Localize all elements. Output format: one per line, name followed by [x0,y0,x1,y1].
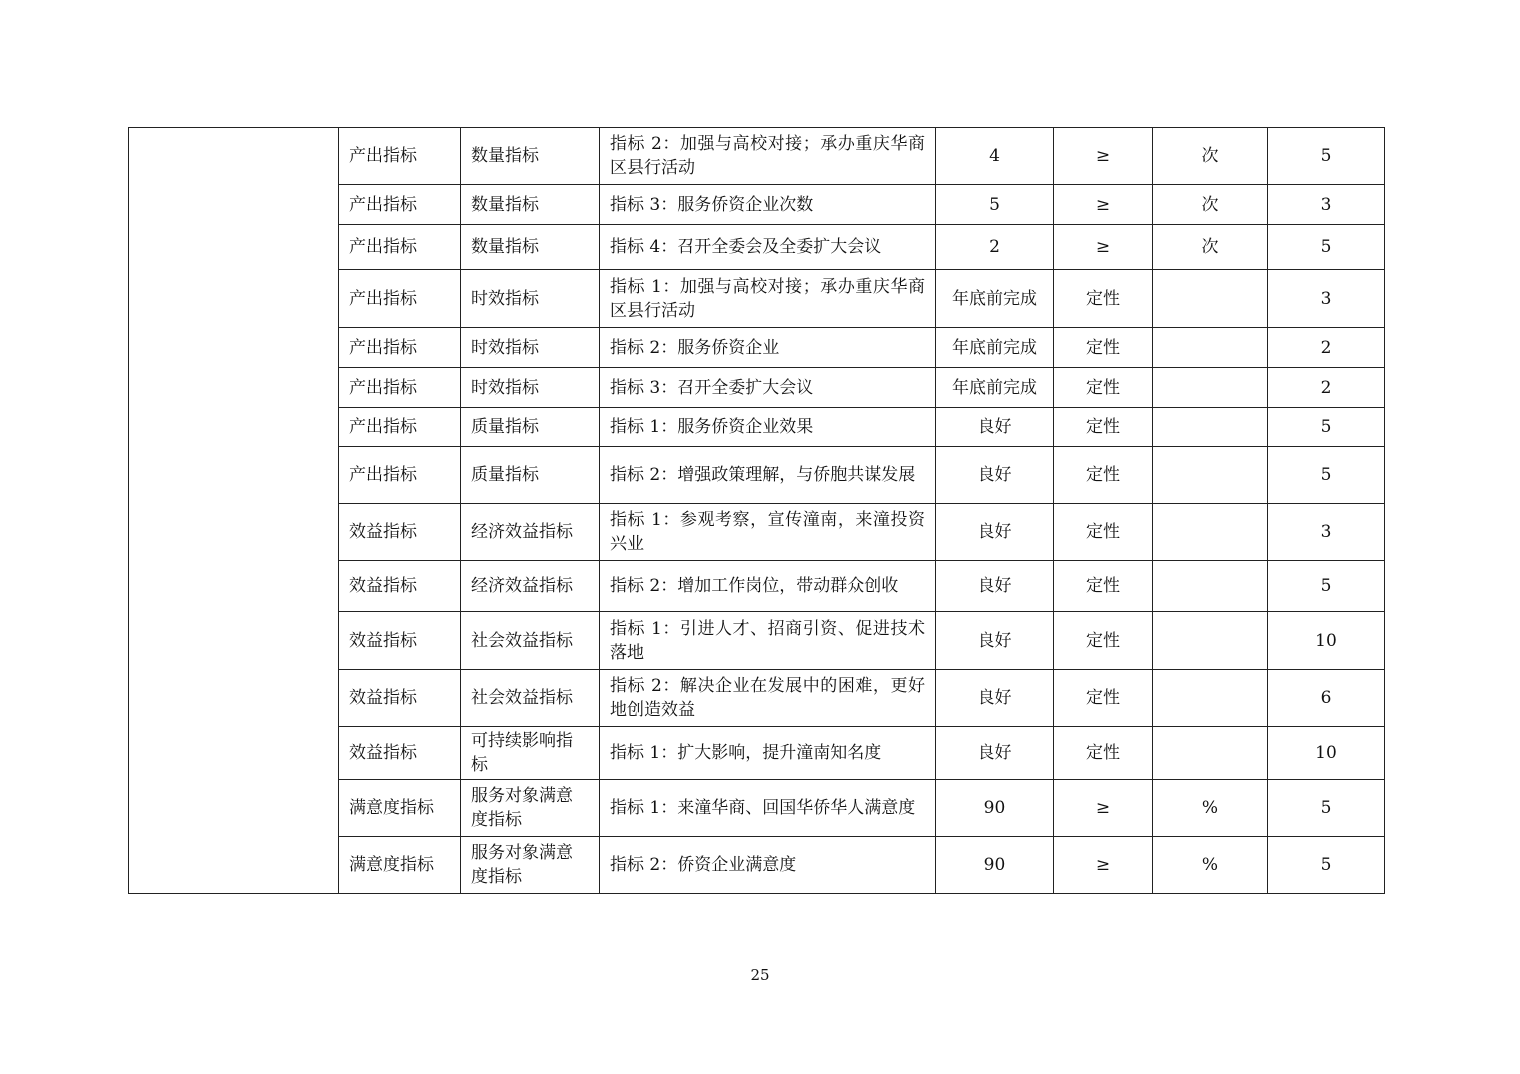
target-value: 良好 [936,447,1054,504]
target-value: 5 [936,185,1054,225]
level2-indicator: 时效指标 [461,368,600,408]
target-value: 良好 [936,612,1054,670]
blank-merged-cell [129,128,339,894]
indicator-description: 指标 3：服务侨资企业次数 [600,185,936,225]
comparison-operator: 定性 [1054,561,1153,612]
score: 2 [1268,368,1385,408]
indicator-description: 指标 1：引进人才、招商引资、促进技术落地 [600,612,936,670]
level1-indicator: 产出指标 [339,270,461,328]
comparison-operator: 定性 [1054,328,1153,368]
comparison-operator: 定性 [1054,270,1153,328]
unit: 次 [1153,225,1268,270]
indicator-description: 指标 2：增加工作岗位，带动群众创收 [600,561,936,612]
level2-indicator: 服务对象满意度指标 [461,780,600,837]
target-value: 年底前完成 [936,270,1054,328]
score: 3 [1268,185,1385,225]
comparison-operator: 定性 [1054,447,1153,504]
indicator-description: 指标 2：解决企业在发展中的困难，更好地创造效益 [600,670,936,727]
target-value: 2 [936,225,1054,270]
score: 3 [1268,504,1385,561]
unit [1153,504,1268,561]
indicator-description: 指标 1：服务侨资企业效果 [600,408,936,447]
target-value: 良好 [936,670,1054,727]
unit [1153,408,1268,447]
comparison-operator: 定性 [1054,408,1153,447]
indicator-description: 指标 2：服务侨资企业 [600,328,936,368]
target-value: 良好 [936,408,1054,447]
comparison-operator: 定性 [1054,504,1153,561]
indicator-description: 指标 2：增强政策理解，与侨胞共谋发展 [600,447,936,504]
comparison-operator: ≥ [1054,837,1153,894]
indicator-description: 指标 1：扩大影响，提升潼南知名度 [600,727,936,780]
table-body [129,128,1385,894]
comparison-operator: 定性 [1054,727,1153,780]
score: 6 [1268,670,1385,727]
indicator-description: 指标 2：侨资企业满意度 [600,837,936,894]
level2-indicator: 社会效益指标 [461,670,600,727]
level1-indicator: 效益指标 [339,561,461,612]
level2-indicator: 服务对象满意度指标 [461,837,600,894]
target-value: 年底前完成 [936,328,1054,368]
level1-indicator: 效益指标 [339,504,461,561]
level1-indicator: 产出指标 [339,128,461,185]
unit: % [1153,837,1268,894]
target-value: 良好 [936,504,1054,561]
target-value: 4 [936,128,1054,185]
level2-indicator: 数量指标 [461,185,600,225]
unit [1153,270,1268,328]
target-value: 90 [936,837,1054,894]
table-row [129,128,1385,185]
score: 5 [1268,561,1385,612]
comparison-operator: ≥ [1054,780,1153,837]
score: 3 [1268,270,1385,328]
unit [1153,727,1268,780]
unit: 次 [1153,185,1268,225]
comparison-operator: ≥ [1054,225,1153,270]
comparison-operator: 定性 [1054,368,1153,408]
indicator-description: 指标 3：召开全委扩大会议 [600,368,936,408]
score: 10 [1268,727,1385,780]
level1-indicator: 产出指标 [339,368,461,408]
unit [1153,670,1268,727]
comparison-operator: ≥ [1054,185,1153,225]
indicator-description: 指标 2：加强与高校对接；承办重庆华商区县行活动 [600,128,936,185]
level1-indicator: 满意度指标 [339,780,461,837]
score: 2 [1268,328,1385,368]
unit [1153,612,1268,670]
level1-indicator: 效益指标 [339,670,461,727]
level1-indicator: 效益指标 [339,612,461,670]
indicator-description: 指标 1：参观考察，宣传潼南，来潼投资兴业 [600,504,936,561]
indicator-table [128,127,1385,894]
level2-indicator: 时效指标 [461,270,600,328]
level1-indicator: 产出指标 [339,225,461,270]
level2-indicator: 数量指标 [461,128,600,185]
level2-indicator: 时效指标 [461,328,600,368]
indicator-description: 指标 1：来潼华商、回国华侨华人满意度 [600,780,936,837]
score: 5 [1268,447,1385,504]
score: 5 [1268,780,1385,837]
level2-indicator: 数量指标 [461,225,600,270]
target-value: 年底前完成 [936,368,1054,408]
level2-indicator: 质量指标 [461,408,600,447]
score: 5 [1268,408,1385,447]
level2-indicator: 可持续影响指标 [461,727,600,780]
score: 5 [1268,837,1385,894]
target-value: 良好 [936,561,1054,612]
unit: % [1153,780,1268,837]
unit [1153,561,1268,612]
unit [1153,447,1268,504]
comparison-operator: 定性 [1054,612,1153,670]
target-value: 良好 [936,727,1054,780]
unit [1153,368,1268,408]
page-number: 25 [750,966,770,984]
level2-indicator: 社会效益指标 [461,612,600,670]
unit [1153,328,1268,368]
comparison-operator: ≥ [1054,128,1153,185]
comparison-operator: 定性 [1054,670,1153,727]
level2-indicator: 经济效益指标 [461,561,600,612]
score: 5 [1268,225,1385,270]
score: 10 [1268,612,1385,670]
indicator-description: 指标 1：加强与高校对接；承办重庆华商区县行活动 [600,270,936,328]
level1-indicator: 产出指标 [339,408,461,447]
level2-indicator: 经济效益指标 [461,504,600,561]
level1-indicator: 产出指标 [339,328,461,368]
level1-indicator: 满意度指标 [339,837,461,894]
unit: 次 [1153,128,1268,185]
score: 5 [1268,128,1385,185]
indicator-description: 指标 4：召开全委会及全委扩大会议 [600,225,936,270]
level1-indicator: 产出指标 [339,447,461,504]
level1-indicator: 效益指标 [339,727,461,780]
level2-indicator: 质量指标 [461,447,600,504]
target-value: 90 [936,780,1054,837]
level1-indicator: 产出指标 [339,185,461,225]
